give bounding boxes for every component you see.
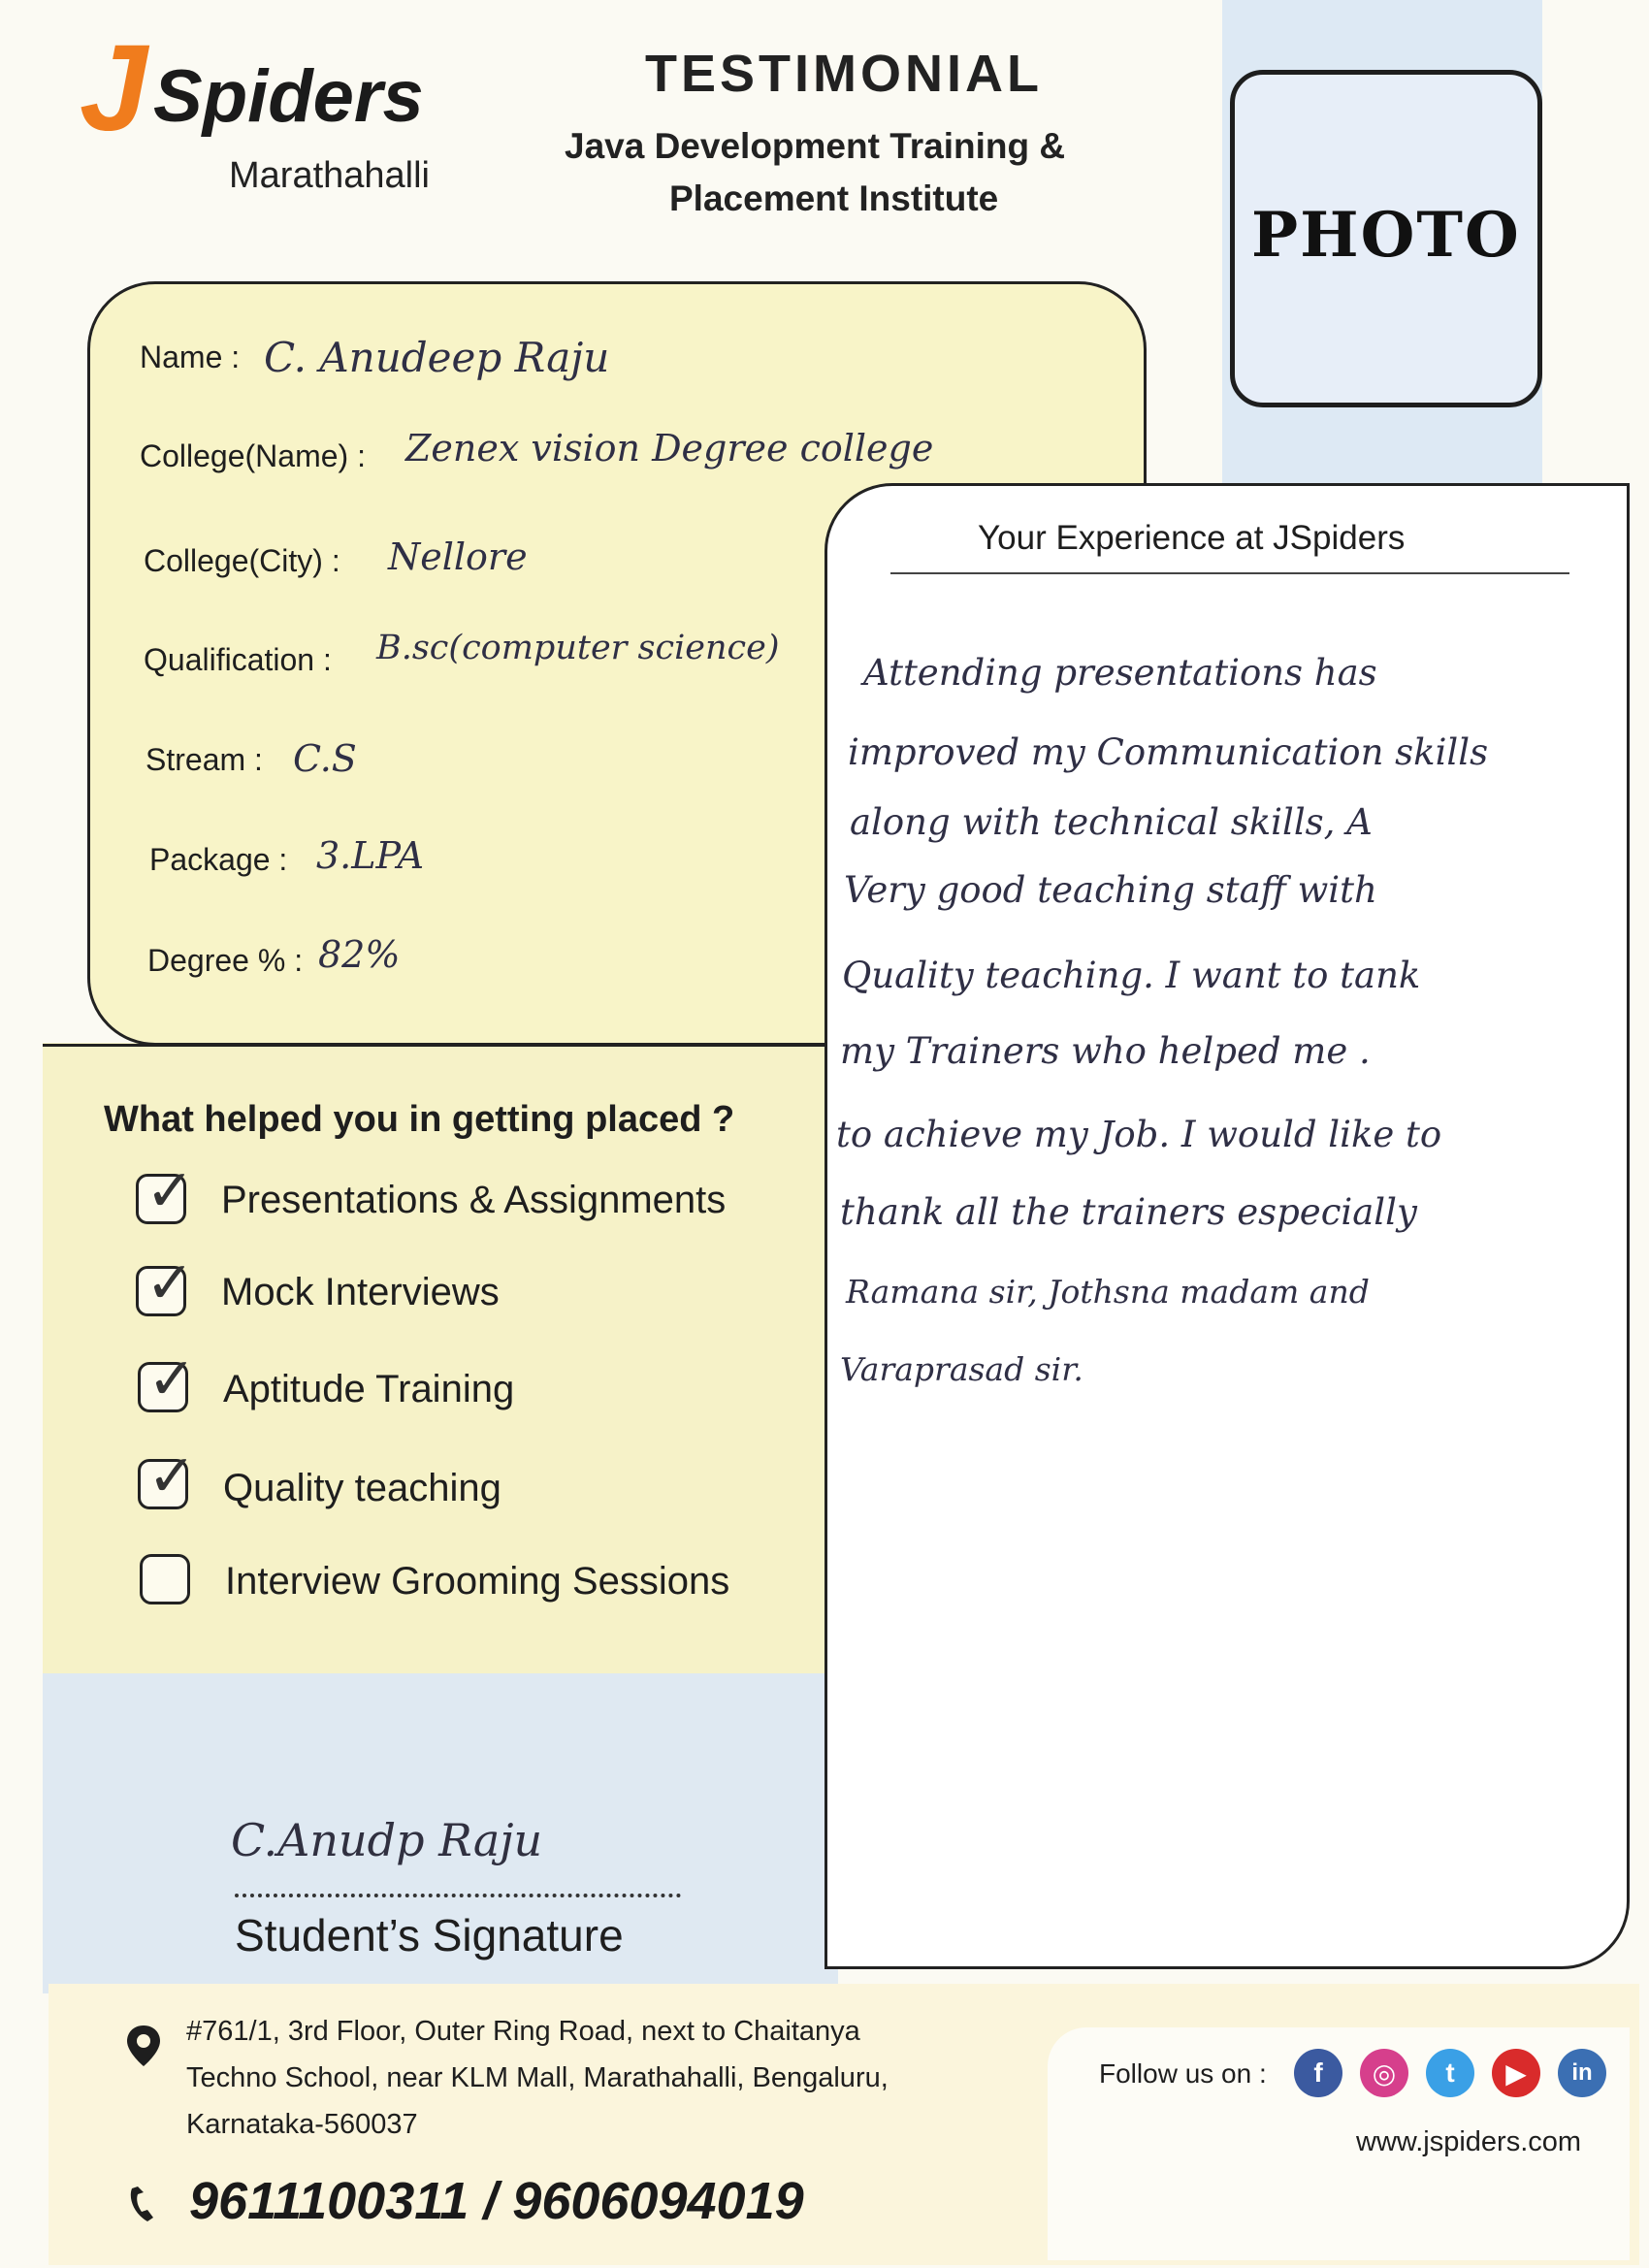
option-label-aptitude: Aptitude Training <box>223 1368 515 1410</box>
option-label-grooming: Interview Grooming Sessions <box>225 1560 730 1603</box>
handwritten-signature: C.Anudp Raju <box>231 1814 543 1866</box>
subtitle-line-1: Java Development Training & <box>565 126 1066 166</box>
college-city-label: College(City) : <box>144 543 340 578</box>
subtitle-line-2: Placement Institute <box>669 178 999 218</box>
name-value: C. Anudeep Raju <box>264 334 610 381</box>
experience-line: Attending presentations has <box>863 652 1377 694</box>
photo-label: PHOTO <box>1251 199 1521 272</box>
degree-label: Degree % : <box>147 943 304 978</box>
facebook-icon[interactable]: f <box>1294 2049 1342 2097</box>
college-name-label: College(Name) : <box>140 438 366 473</box>
package-value: 3.LPA <box>316 834 425 877</box>
checkbox-grooming[interactable] <box>140 1554 190 1604</box>
qualification-label: Qualification : <box>144 642 332 677</box>
logo-text: Spiders <box>153 55 424 138</box>
section-divider <box>43 1044 838 1047</box>
experience-line: thank all the trainers especially <box>840 1191 1417 1233</box>
signature-label: Student’s Signature <box>235 1910 624 1960</box>
degree-value: 82% <box>318 933 401 976</box>
experience-line: Varaprasad sir. <box>840 1350 1083 1388</box>
check-tick-icon: ✓ <box>146 1250 195 1315</box>
experience-line: Ramana sir, Jothsna madam and <box>846 1273 1370 1311</box>
option-label-quality-teaching: Quality teaching <box>223 1467 501 1509</box>
logo-letter-j: J <box>80 19 148 156</box>
location-pin-icon <box>124 2024 163 2068</box>
check-tick-icon: ✓ <box>147 1346 197 1411</box>
experience-line: to achieve my Job. I would like to <box>836 1114 1442 1155</box>
placed-question: What helped you in getting placed ? <box>104 1099 735 1140</box>
youtube-icon[interactable]: ▶ <box>1492 2049 1540 2097</box>
phone-numbers: 9611100311 / 9606094019 <box>189 2172 804 2230</box>
follow-label: Follow us on : <box>1099 2058 1267 2089</box>
experience-line: Very good teaching staff with <box>844 869 1377 911</box>
linkedin-icon[interactable]: in <box>1558 2049 1606 2097</box>
college-city-value: Nellore <box>388 535 528 578</box>
website-link[interactable]: www.jspiders.com <box>1356 2126 1582 2157</box>
logo-branch: Marathahalli <box>229 155 430 196</box>
experience-line: my Trainers who helped me . <box>840 1030 1371 1072</box>
page-title: TESTIMONIAL <box>645 45 1043 103</box>
experience-line: improved my Communication skills <box>848 731 1489 773</box>
address-line-3: Karnataka-560037 <box>186 2109 418 2140</box>
qualification-value: B.sc(computer science) <box>376 629 780 667</box>
name-label: Name : <box>140 340 241 374</box>
experience-line: Quality teaching. I want to tank <box>842 955 1421 996</box>
instagram-icon[interactable]: ◎ <box>1360 2049 1408 2097</box>
address-line-1: #761/1, 3rd Floor, Outer Ring Road, next to Chaitanya <box>186 2016 860 2047</box>
twitter-icon[interactable]: t <box>1426 2049 1474 2097</box>
check-tick-icon: ✓ <box>147 1443 197 1508</box>
college-name-value: Zenex vision Degree college <box>405 427 934 470</box>
stream-label: Stream : <box>146 742 263 777</box>
check-tick-icon: ✓ <box>146 1158 195 1223</box>
option-label-mock-interviews: Mock Interviews <box>221 1271 500 1313</box>
experience-line: along with technical skills, A <box>850 801 1373 843</box>
experience-title-rule <box>890 572 1569 574</box>
option-label-presentations: Presentations & Assignments <box>221 1179 727 1221</box>
signature-line <box>235 1894 681 1897</box>
phone-icon <box>124 2183 163 2225</box>
address-line-2: Techno School, near KLM Mall, Marathahalli, Bengaluru, <box>186 2062 889 2093</box>
experience-title: Your Experience at JSpiders <box>978 519 1406 557</box>
package-label: Package : <box>149 842 288 877</box>
stream-value: C.S <box>293 737 357 780</box>
